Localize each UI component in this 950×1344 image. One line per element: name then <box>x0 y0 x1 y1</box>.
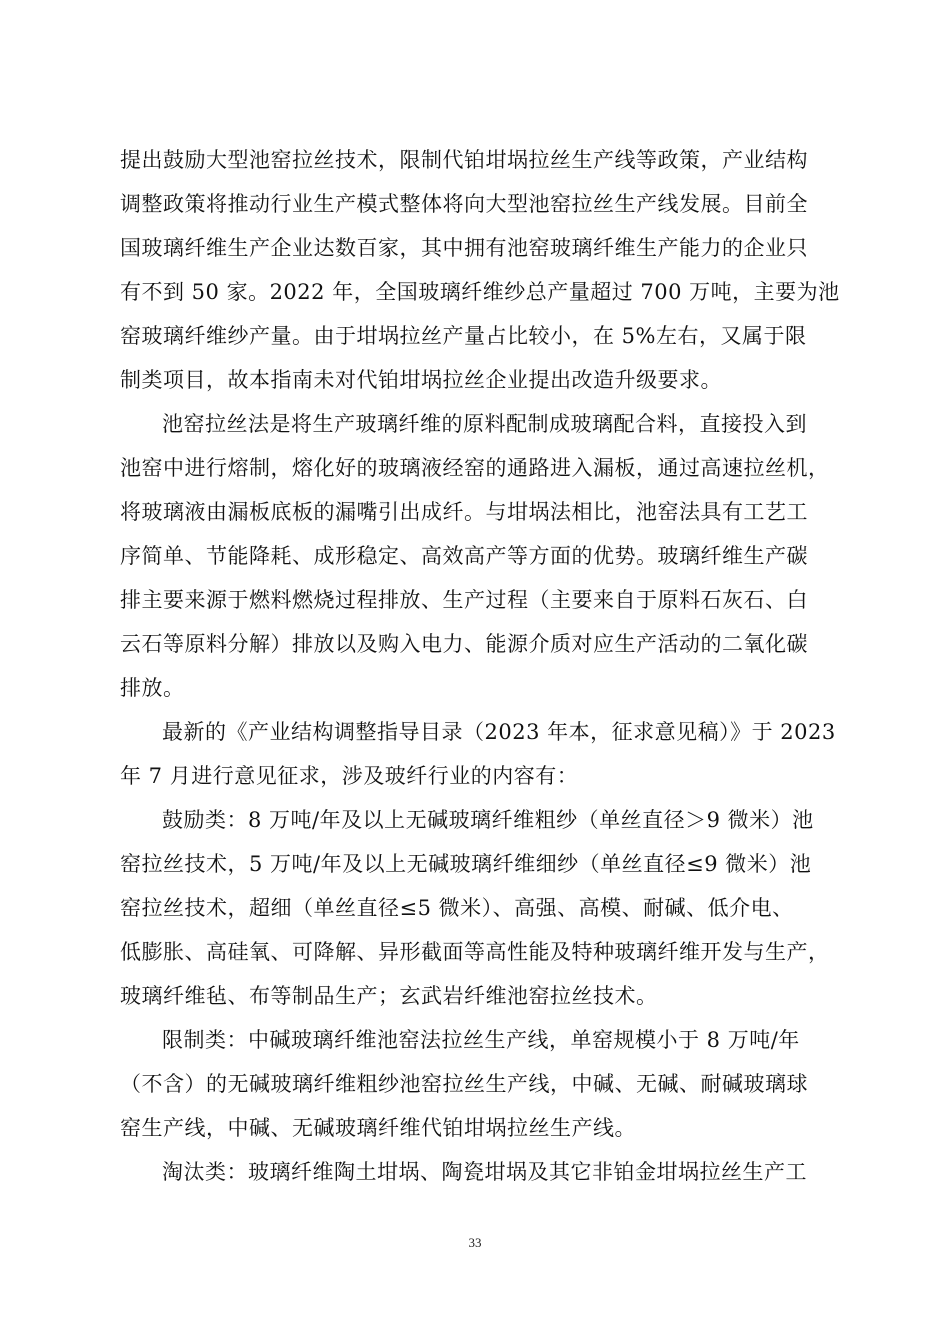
text-line: 有不到 50 家。2022 年，全国玻璃纤维纱总产量超过 700 万吨，主要为池 <box>120 280 840 304</box>
text-line: 排放。 <box>120 676 185 700</box>
paragraph-first-line: 最新的《产业结构调整指导目录（2023 年本，征求意见稿）》于 2023 <box>162 720 836 744</box>
text-line: 年 7 月进行意见征求，涉及玻纤行业的内容有： <box>120 764 579 788</box>
text-line: 提出鼓励大型池窑拉丝技术，限制代铂坩埚拉丝生产线等政策，产业结构 <box>120 148 808 172</box>
page-number: 33 <box>468 1235 482 1250</box>
paragraph-first-line: 淘汰类：玻璃纤维陶土坩埚、陶瓷坩埚及其它非铂金坩埚拉丝生产工 <box>162 1160 807 1184</box>
text-line: 调整政策将推动行业生产模式整体将向大型池窑拉丝生产线发展。目前全 <box>120 192 808 216</box>
text-line: 序简单、节能降耗、成形稳定、高效高产等方面的优势。玻璃纤维生产碳 <box>120 544 808 568</box>
text-line: 池窑中进行熔制，熔化好的玻璃液经窑的通路进入漏板，通过高速拉丝机， <box>120 456 830 480</box>
paragraph-first-line: 限制类：中碱玻璃纤维池窑法拉丝生产线，单窑规模小于 8 万吨/年 <box>162 1028 800 1052</box>
text-line: 云石等原料分解）排放以及购入电力、能源介质对应生产活动的二氧化碳 <box>120 632 808 656</box>
text-line: 低膨胀、高硅氧、可降解、异形截面等高性能及特种玻璃纤维开发与生产， <box>120 940 830 964</box>
text-line: 将玻璃液由漏板底板的漏嘴引出成纤。与坩埚法相比，池窑法具有工艺工 <box>120 500 808 524</box>
text-line: （不含）的无碱玻璃纤维粗纱池窑拉丝生产线，中碱、无碱、耐碱玻璃球 <box>120 1072 808 1096</box>
paragraph-first-line: 鼓励类：8 万吨/年及以上无碱玻璃纤维粗纱（单丝直径＞9 微米）池 <box>162 808 814 832</box>
text-line: 玻璃纤维毡、布等制品生产；玄武岩纤维池窑拉丝技术。 <box>120 984 658 1008</box>
text-line: 窑生产线，中碱、无碱玻璃纤维代铂坩埚拉丝生产线。 <box>120 1116 636 1140</box>
text-line: 窑玻璃纤维纱产量。由于坩埚拉丝产量占比较小，在 5%左右，又属于限 <box>120 324 807 348</box>
text-line: 制类项目，故本指南未对代铂坩埚拉丝企业提出改造升级要求。 <box>120 368 722 392</box>
text-line: 窑拉丝技术，超细（单丝直径≤5 微米）、高强、高模、耐碱、低介电、 <box>120 896 794 920</box>
paragraph-first-line: 池窑拉丝法是将生产玻璃纤维的原料配制成玻璃配合料，直接投入到 <box>162 412 807 436</box>
text-line: 窑拉丝技术，5 万吨/年及以上无碱玻璃纤维细纱（单丝直径≤9 微米）池 <box>120 852 812 876</box>
text-line: 排主要来源于燃料燃烧过程排放、生产过程（主要来自于原料石灰石、白 <box>120 588 808 612</box>
text-line: 国玻璃纤维生产企业达数百家，其中拥有池窑玻璃纤维生产能力的企业只 <box>120 236 808 260</box>
